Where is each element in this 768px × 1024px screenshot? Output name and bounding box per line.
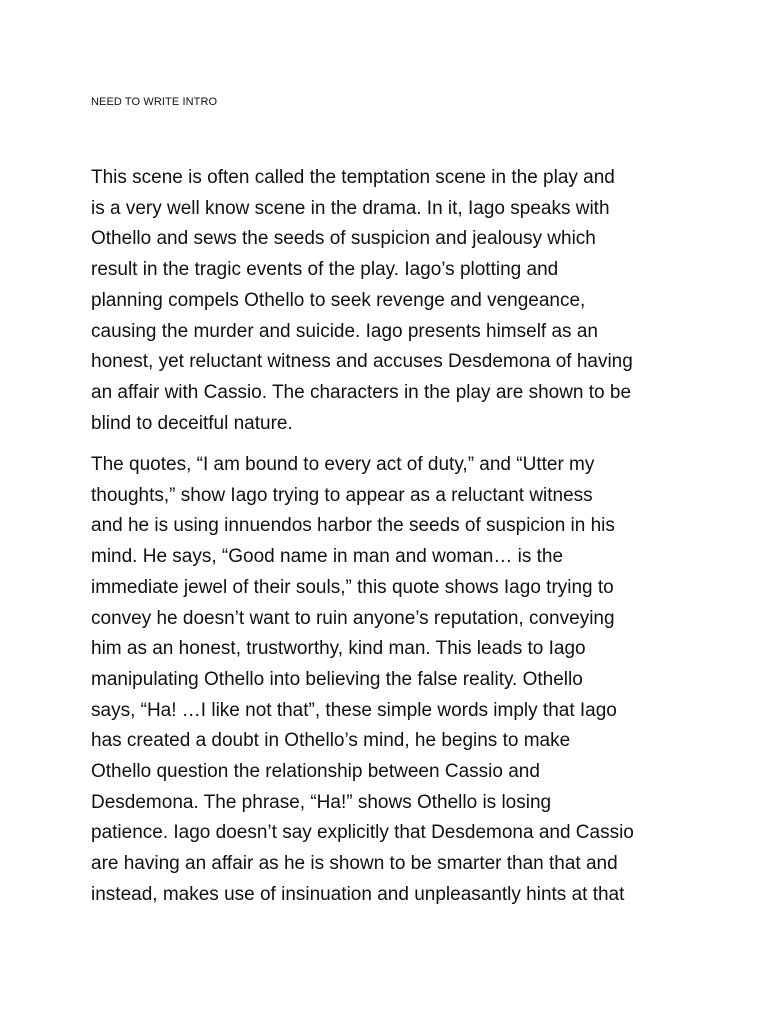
- paragraph-line: an affair with Cassio. The characters in the play are shown to be: [91, 381, 632, 403]
- document-heading: NEED TO WRITE INTRO: [91, 96, 218, 108]
- paragraph-line: honest, yet reluctant witness and accuses Desdemona of having: [91, 351, 633, 373]
- paragraph-line: him as an honest, trustworthy, kind man. This leads to Iago: [91, 638, 586, 660]
- paragraph-line: Othello question the relationship between Cassio and: [91, 761, 540, 783]
- paragraph-line: Desdemona. The phrase, “Ha!” shows Othello is losing: [91, 791, 552, 813]
- paragraph-line: mind. He says, “Good name in man and woman… is the: [91, 546, 564, 568]
- paragraph-line: blind to deceitful nature.: [91, 412, 293, 434]
- paragraph-line: causing the murder and suicide. Iago presents himself as an: [91, 320, 598, 342]
- paragraph-line: are having an affair as he is shown to be smarter than that and: [91, 853, 618, 875]
- paragraph-line: immediate jewel of their souls,” this quote shows Iago trying to: [91, 576, 614, 598]
- paragraph-2: [91, 450, 691, 911]
- paragraph-line: has created a doubt in Othello’s mind, he begins to make: [91, 730, 571, 752]
- paragraph-line: is a very well know scene in the drama. In it, Iago speaks with: [91, 197, 610, 219]
- paragraph-line: manipulating Othello into believing the false reality. Othello: [91, 668, 583, 690]
- paragraph-line: and he is using innuendos harbor the seeds of suspicion in his: [91, 515, 615, 537]
- paragraph-1: [91, 163, 691, 439]
- paragraph-line: convey he doesn’t want to ruin anyone’s reputation, conveying: [91, 607, 615, 629]
- paragraph-line: thoughts,” show Iago trying to appear as a reluctant witness: [91, 484, 593, 506]
- paragraph-line: The quotes, “I am bound to every act of duty,” and “Utter my: [91, 454, 595, 475]
- paragraph-line: result in the tragic events of the play. Iago’s plotting and: [91, 259, 559, 281]
- paragraph-line: Othello and sews the seeds of suspicion and jealousy which: [91, 228, 596, 250]
- paragraph-line: says, “Ha! …I like not that”, these simple words imply that Iago: [91, 699, 617, 721]
- paragraph-line: planning compels Othello to seek revenge and vengeance,: [91, 289, 586, 311]
- paragraph-line: This scene is often called the temptation scene in the play and: [91, 167, 615, 188]
- paragraph-line: patience. Iago doesn’t say explicitly that Desdemona and Cassio: [91, 822, 634, 844]
- paragraph-line: instead, makes use of insinuation and unpleasantly hints at that: [91, 883, 625, 905]
